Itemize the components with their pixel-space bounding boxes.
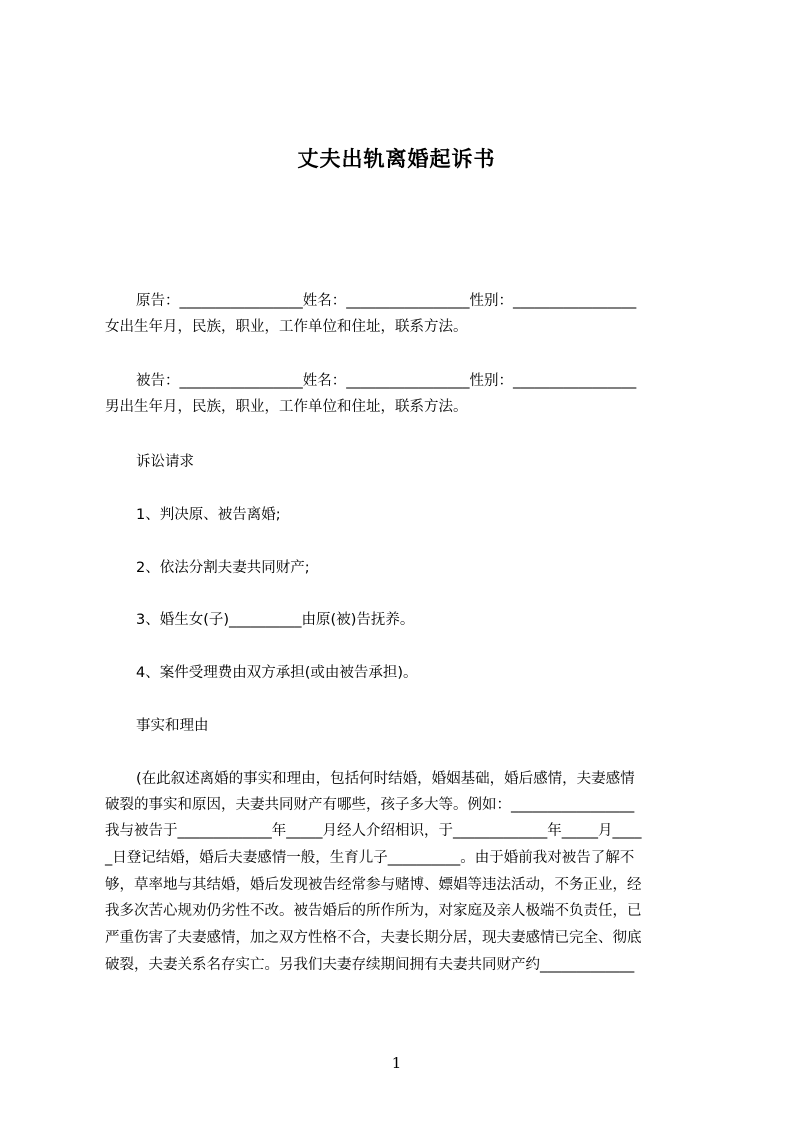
- plaintiff-details-line: 女出生年月，民族，职业，工作单位和住址，联系方法。: [105, 319, 468, 335]
- facts-paragraph-line: 够，草率地与其结婚，婚后发现被告经常参与赌博、嫖娼等违法活动，不务正业，经: [105, 877, 642, 893]
- facts-paragraph-line: 严重伤害了夫妻感情，加之双方性格不合，夫妻长期分居，现夫妻感情已完全、彻底: [105, 930, 642, 946]
- page-number: 1: [391, 1054, 402, 1072]
- claim-item: 3、婚生女(子)__________由原(被)告抚养。: [136, 612, 415, 628]
- claim-item: 4、案件受理费由双方承担(或由被告承担)。: [136, 665, 418, 681]
- claims-heading: 诉讼请求: [136, 454, 194, 470]
- facts-paragraph-line: _日登记结婚，婚后夫妻感情一般，生育儿子__________。由于婚前我对被告了解不: [105, 850, 635, 866]
- claim-item: 2、依法分割夫妻共同财产;: [136, 560, 310, 576]
- facts-paragraph-line: 我多次苦心规劝仍劣性不改。被告婚后的所作所为，对家庭及亲人极端不负责任，已: [105, 903, 642, 919]
- document-title: 丈夫出轨离婚起诉书: [297, 147, 496, 171]
- plaintiff-info-line: 原告：_________________姓名：_________________性别：_________________: [136, 293, 637, 309]
- facts-paragraph-line: 破裂的事实和原因，夫妻共同财产有哪些，孩子多大等。例如：_________________: [105, 797, 635, 813]
- facts-paragraph-line: (在此叙述离婚的事实和理由，包括何时结婚，婚姻基础，婚后感情，夫妻感情: [136, 771, 635, 787]
- defendant-info-line: 被告：_________________姓名：_________________性别：_________________: [136, 373, 637, 389]
- defendant-details-line: 男出生年月，民族，职业，工作单位和住址，联系方法。: [105, 399, 468, 415]
- facts-paragraph-line: 破裂，夫妻关系名存实亡。另我们夫妻存续期间拥有夫妻共同财产约_____________: [105, 957, 635, 973]
- facts-paragraph-line: 我与被告于_____________年_____月经人介绍相识，于_____________年_____月____: [105, 823, 642, 839]
- claim-item: 1、判决原、被告离婚;: [136, 507, 281, 523]
- facts-heading: 事实和理由: [136, 718, 209, 734]
